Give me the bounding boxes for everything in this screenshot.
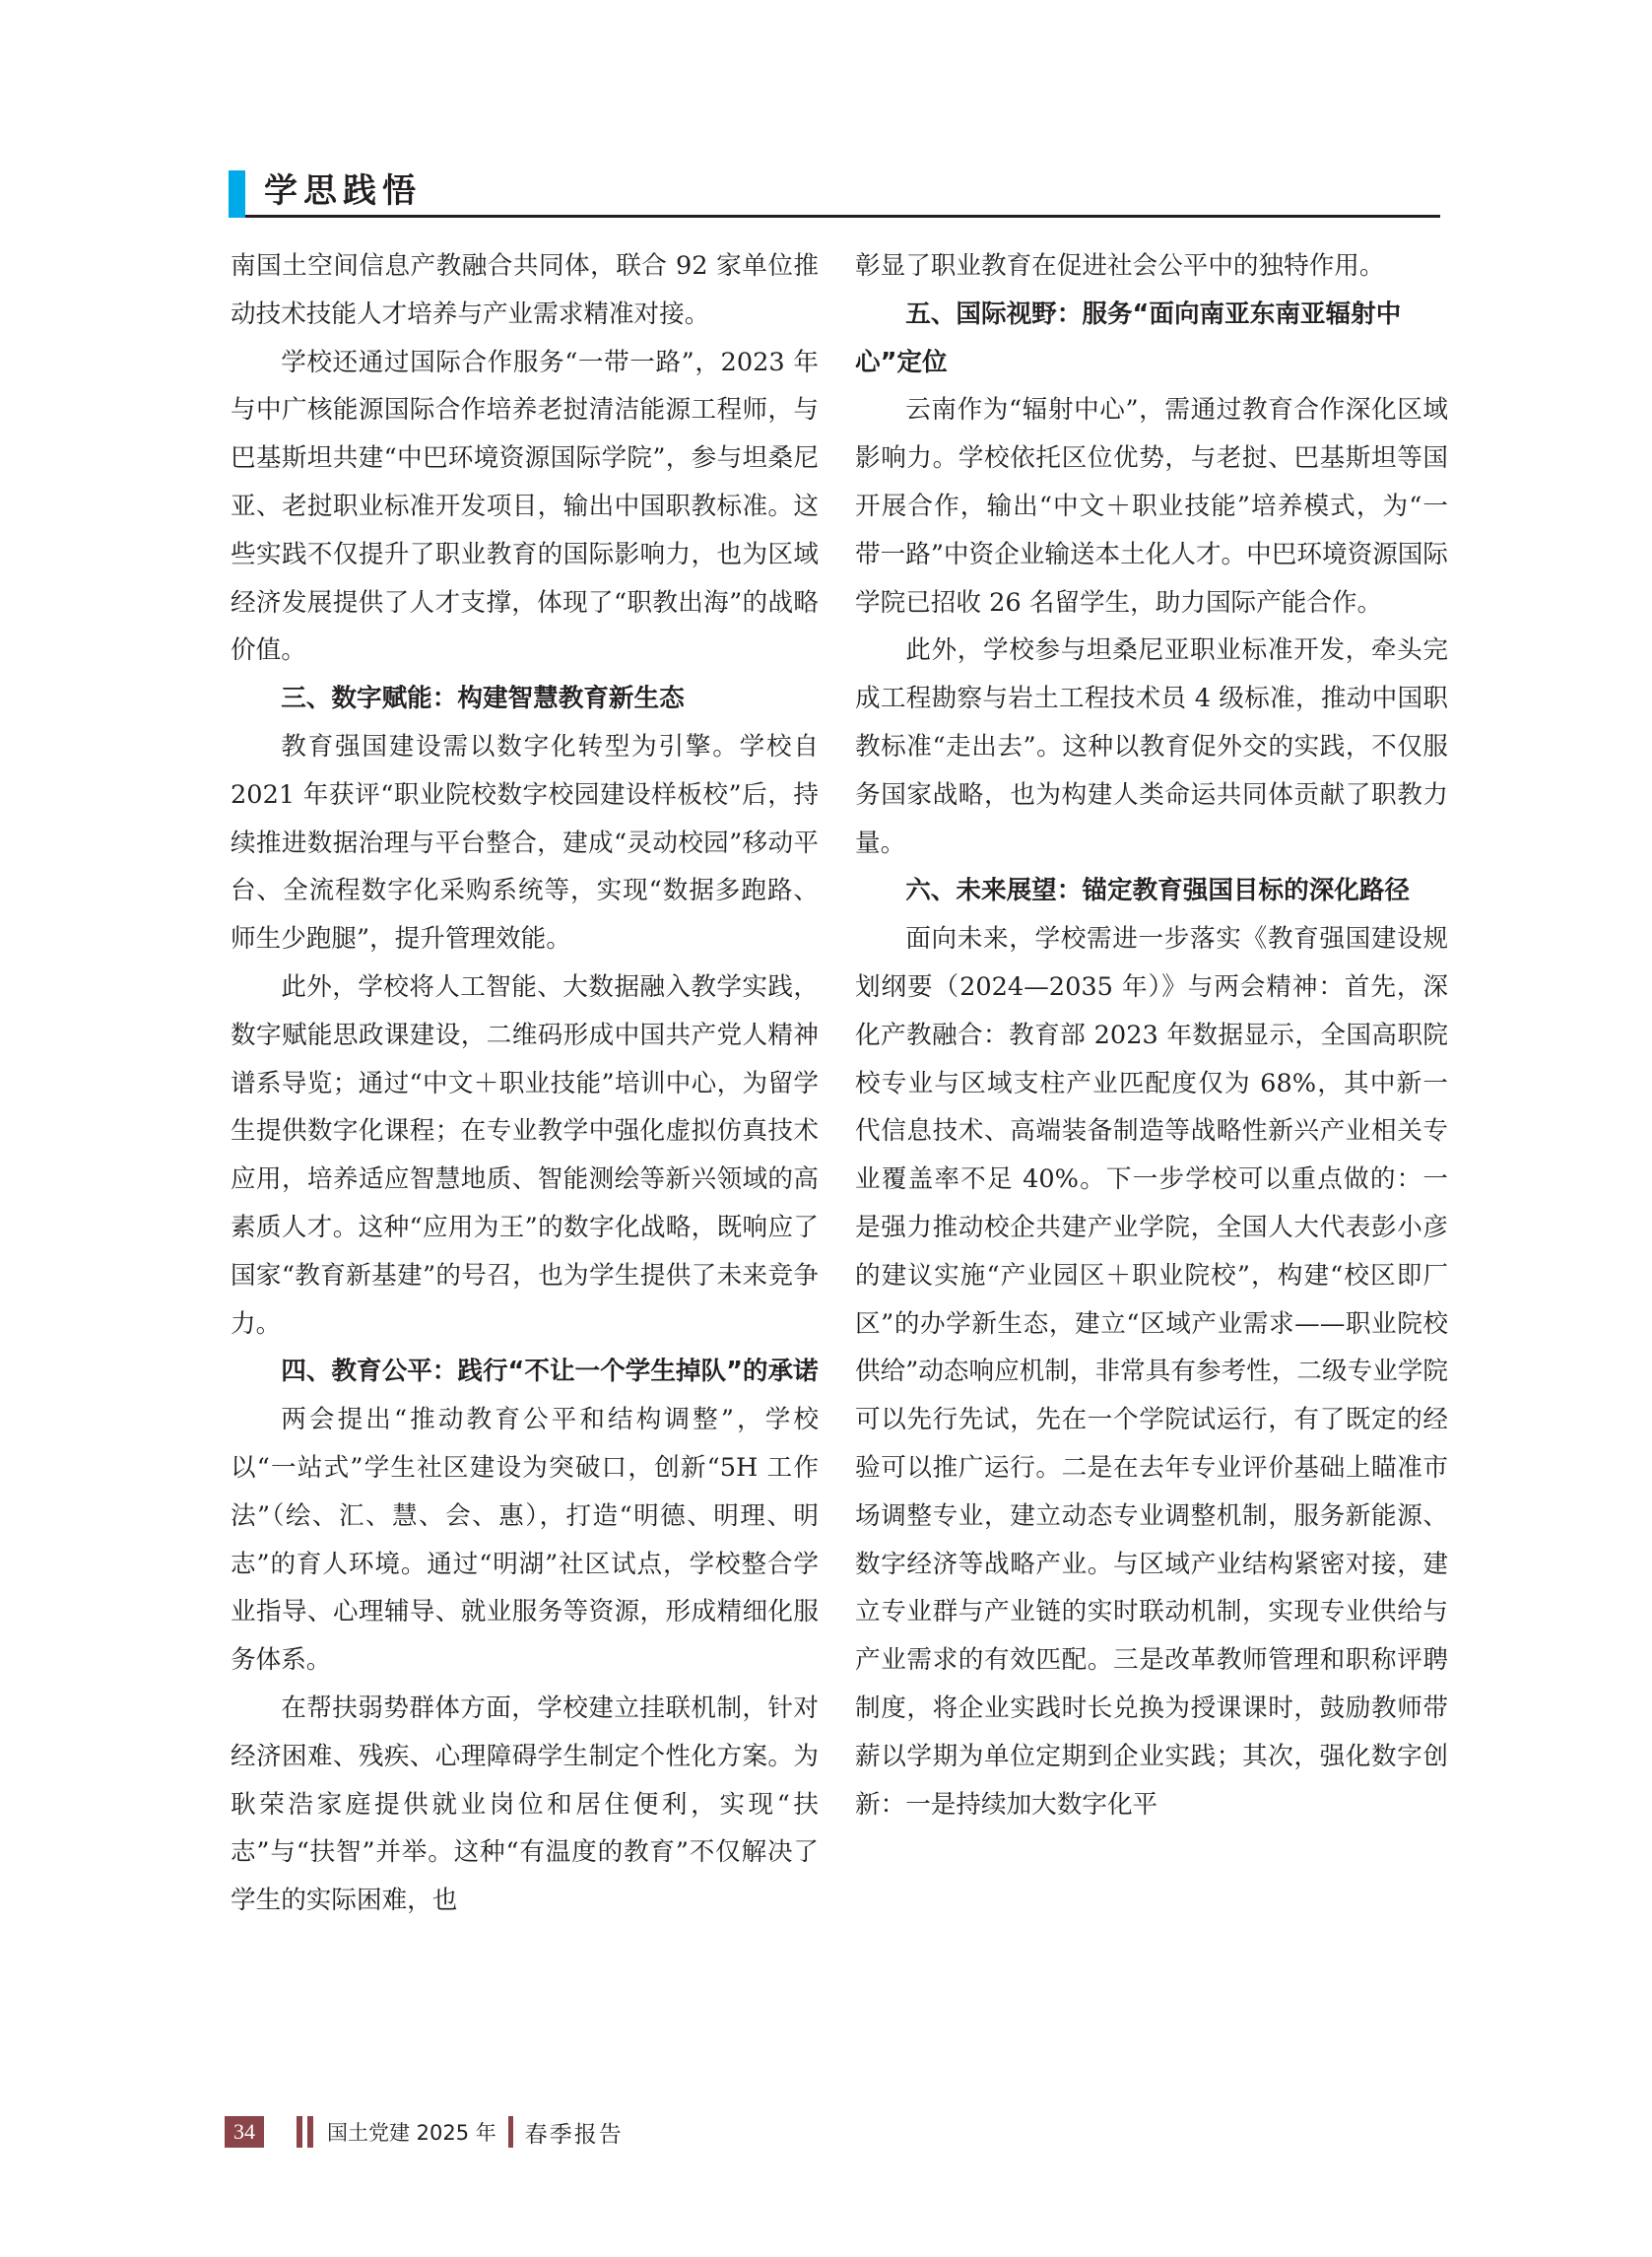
- paragraph: 面向未来，学校需进一步落实《教育强国建设规划纲要（2024—2035 年）》与两会精神：首先，深化产教融合：教育部 2023 年数据显示，全国高职院校专业与区域支柱产业匹配度仅为 68%，其中新一代信息技术、高端装备制造等战略性新兴产业相关专业覆盖率不足 40%。下一步学校可以重点做的：一是强力推动校企共建产业学院，全国人大代表彭小彦的建议实施“产业园区＋职业院校”，构建“校区即厂区”的办学新生态，建立“区域产业需求——职业院校供给”动态响应机制，非常具有参考性，二级专业学院可以先行先试，先在一个学院试运行，有了既定的经验可以推广运行。二是在去年专业评价基础上瞄准市场调整专业，建立动态专业调整机制，服务新能源、数字经济等战略产业。与区域产业结构紧密对接，建立专业群与产业链的实时联动机制，实现专业供给与产业需求的有效匹配。三是改革教师管理和职称评聘制度，将企业实践时长兑换为授课课时，鼓励教师带薪以学期为单位定期到企业实践；其次，强化数字创新：一是持续加大数字化平: [855, 924, 1448, 1820]
- left-column: [231, 242, 819, 1925]
- page-number: 34: [225, 2116, 264, 2148]
- publication-name: 国土党建 2025 年: [327, 2121, 496, 2145]
- paragraph: 云南作为“辐射中心”，需通过教育合作深化区域影响力。学校依托区位优势，与老挝、巴基斯坦等国开展合作，输出“中文＋职业技能”培养模式，为“一带一路”中资企业输送本土化人才。中巴环境资源国际学院已招收 26 名留学生，助力国际产能合作。: [855, 395, 1448, 618]
- header-divider: [245, 215, 1440, 218]
- section-heading-6: 六、未来展望：锚定教育强国目标的深化路径: [905, 876, 1411, 906]
- paragraph: 此外，学校参与坦桑尼亚职业标准开发，牵头完成工程勘察与岩土工程技术员 4 级标准，推动中国职教标准“走出去”。这种以教育促外交的实践，不仅服务国家战略，也为构建人类命运共同体贡献了职教力量。: [855, 635, 1448, 858]
- paragraph: 南国土空间信息产教融合共同体，联合 92 家单位推动技术技能人才培养与产业需求精准对接。: [231, 251, 819, 329]
- footer-double-bar: [297, 2116, 313, 2148]
- paragraph: 教育强国建设需以数字化转型为引擎。学校自 2021 年获评“职业院校数字校园建设样板校”后，持续推进数据治理与平台整合，建成“灵动校园”移动平台、全流程数字化采购系统等，实现“数据多跑路、师生少跑腿”，提升管理效能。: [231, 731, 819, 955]
- page-footer: [225, 2115, 624, 2149]
- paragraph: 两会提出“推动教育公平和结构调整”，学校以“一站式”学生社区建设为突破口，创新“5H 工作法”（绘、汇、慧、会、惠），打造“明德、明理、明志”的育人环境。通过“明湖”社区试点，学校整合学业指导、心理辅导、就业服务等资源，形成精细化服务体系。: [231, 1405, 819, 1676]
- section-heading-3: 三、数字赋能：构建智慧教育新生态: [281, 684, 685, 714]
- footer-divider-bar: [508, 2116, 513, 2148]
- section-heading-4: 四、教育公平：践行“不让一个学生掉队”的承诺: [281, 1357, 819, 1387]
- paragraph: 彰显了职业教育在促进社会公平中的独特作用。: [855, 251, 1385, 281]
- right-column: [855, 242, 1448, 1828]
- paragraph: 学校还通过国际合作服务“一带一路”，2023 年与中广核能源国际合作培养老挝清洁能源工程师，与巴基斯坦共建“中巴环境资源国际学院”，参与坦桑尼亚、老挝职业标准开发项目，输出中国职教标准。这些实践不仅提升了职业教育的国际影响力，也为区域经济发展提供了人才支撑，体现了“职教出海”的战略价值。: [231, 347, 819, 666]
- section-title: 学思践悟: [264, 171, 422, 211]
- paragraph: 在帮扶弱势群体方面，学校建立挂联机制，针对经济困难、残疾、心理障碍学生制定个性化方案。为耿荣浩家庭提供就业岗位和居住便利，实现“扶志”与“扶智”并举。这种“有温度的教育”不仅解决了学生的实际困难，也: [231, 1693, 819, 1916]
- paragraph: 此外，学校将人工智能、大数据融入教学实践，数字赋能思政课建设，二维码形成中国共产党人精神谱系导览；通过“中文＋职业技能”培训中心，为留学生提供数字化课程；在专业教学中强化虚拟仿真技术应用，培养适应智慧地质、智能测绘等新兴领域的高素质人才。这种“应用为王”的数字化战略，既响应了国家“教育新基建”的号召，也为学生提供了未来竞争力。: [231, 971, 819, 1339]
- section-accent-bar: [229, 170, 245, 218]
- issue-name: 春季报告: [524, 2121, 624, 2148]
- section-heading-5: 五、国际视野：服务“面向南亚东南亚辐射中心”定位: [855, 299, 1402, 377]
